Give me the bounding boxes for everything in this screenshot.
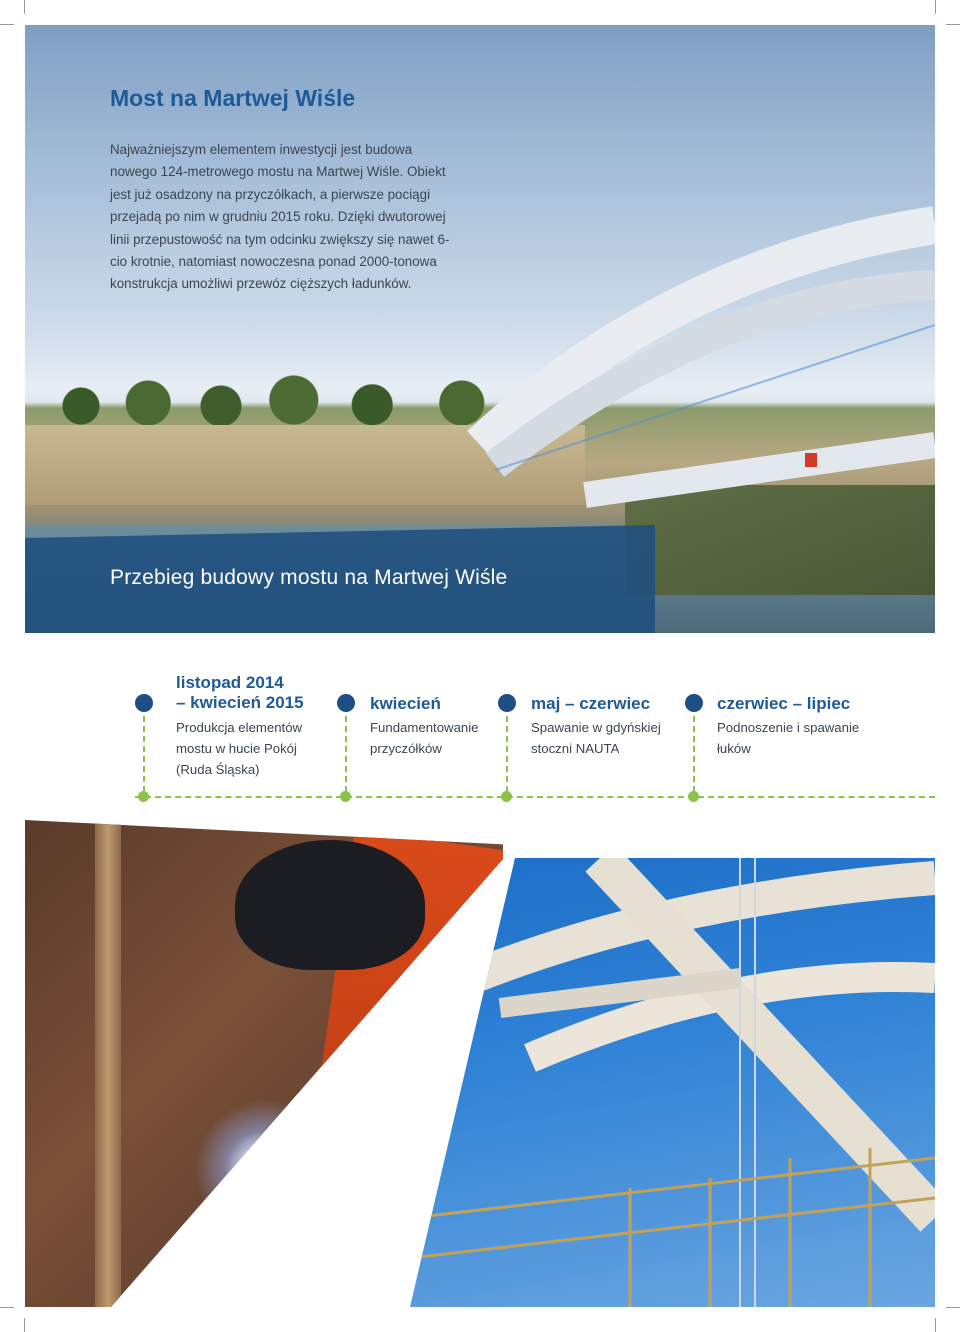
timeline-item-date: czerwiec – lipiec [717, 694, 851, 713]
timeline-item-description: Produkcja elementów mostu w hucie Pokój (Ruda Śląska) [176, 720, 303, 777]
timeline-connector [693, 716, 695, 792]
crop-mark [0, 1307, 14, 1308]
timeline-connector [506, 716, 508, 792]
timeline-marker [135, 694, 153, 712]
timeline-connector [143, 716, 145, 792]
timeline-marker [685, 694, 703, 712]
crop-mark [24, 0, 25, 14]
timeline-node [501, 791, 512, 802]
timeline-marker [337, 694, 355, 712]
timeline-node [138, 791, 149, 802]
crop-mark [24, 1318, 25, 1332]
crop-mark [946, 1307, 960, 1308]
timeline-marker [498, 694, 516, 712]
timeline-item-description: Fundamentowanie przyczółków [370, 720, 479, 756]
hero-photo [25, 25, 935, 633]
timeline-item-date: listopad 2014 – kwiecień 2015 [176, 673, 304, 712]
welding-spark [195, 1100, 335, 1240]
arch-lifting-photo [410, 858, 935, 1307]
timeline-item-date: maj – czerwiec [531, 694, 651, 713]
crop-mark [946, 24, 960, 25]
crop-mark [0, 24, 14, 25]
timeline-item-description: Spawanie w gdyńskiej stoczni NAUTA [531, 720, 661, 756]
timeline-item-date: kwiecień [370, 694, 441, 713]
intro-paragraph: Najważniejszym elementem inwestycji jest budowa nowego 124-metrowego mostu na Martwej Wiśle. Obiekt jest już osadzony na przyczółkach, a pierwsze pociągi przejadą po nim w grudniu 2015 roku. Dzięki dwutorowej linii przepustowość na tym odcinku zwiększy się nawet 6-cio krotnie, natomiast nowoczesna ponad 2000-tonowa konstrukcja umożliwi przewóz cięższych ładunków. [110, 142, 450, 292]
scaffold-pipe [95, 820, 121, 1307]
section-title: Przebieg budowy mostu na Martwej Wiśle [110, 566, 508, 589]
timeline-node [340, 791, 351, 802]
crop-mark [935, 0, 936, 14]
page-title: Most na Martwej Wiśle [110, 85, 356, 111]
timeline-line [135, 796, 935, 798]
timeline-connector [345, 716, 347, 792]
arch-structure-graphic [410, 858, 935, 1307]
timeline-node [688, 791, 699, 802]
timeline-item-description: Podnoszenie i spawanie łuków [717, 720, 860, 756]
crop-mark [935, 1318, 936, 1332]
welding-helmet [235, 840, 425, 970]
